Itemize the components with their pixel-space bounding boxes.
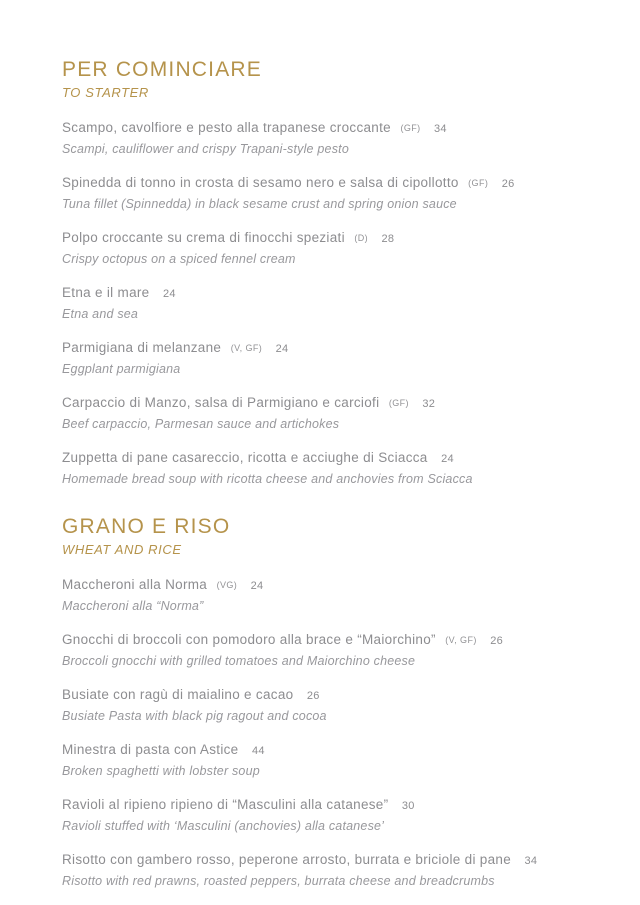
menu-item: [62, 448, 590, 488]
dish-price: 44: [251, 745, 265, 757]
dish-price: 32: [422, 398, 436, 410]
dish-price: 24: [275, 343, 289, 355]
dish-name: Zuppetta di pane casareccio, ricotta e acciughe di Sciacca: [62, 450, 428, 465]
item-line: [62, 685, 590, 706]
item-line: [62, 283, 590, 304]
menu-item: [62, 338, 590, 378]
dish-translation: Beef carpaccio, Parmesan sauce and artichokes: [62, 417, 340, 431]
dietary-tag: (D): [354, 233, 369, 243]
dish-translation: Homemade bread soup with ricotta cheese and anchovies from Sciacca: [62, 472, 473, 486]
dish-translation: Broccoli gnocchi with grilled tomatoes and Maiorchino cheese: [62, 654, 416, 668]
dish-name: Parmigiana di melanzane: [62, 340, 222, 355]
dish-translation: Risotto with red prawns, roasted peppers, burrata cheese and breadcrumbs: [62, 874, 495, 888]
section-title: PER COMINCIARE: [62, 58, 262, 81]
item-line: [62, 740, 590, 761]
section-subtitle: WHEAT AND RICE: [62, 542, 182, 557]
dish-price: 24: [441, 453, 454, 465]
item-line: [62, 795, 590, 816]
dish-price: 26: [501, 178, 515, 190]
menu-item: [62, 575, 590, 615]
dish-translation: Busiate Pasta with black pig ragout and cocoa: [62, 709, 327, 723]
dish-price: 34: [433, 123, 447, 135]
menu-section-wheat-and-rice: [62, 515, 590, 890]
item-line: [62, 448, 590, 469]
dietary-tag: (GF): [400, 123, 421, 133]
dietary-tag: (GF): [388, 398, 409, 408]
item-line: [62, 850, 590, 871]
item-line: [62, 173, 590, 194]
item-line: [62, 338, 590, 359]
dish-translation: Crispy octopus on a spiced fennel cream: [62, 252, 296, 266]
item-line: [62, 118, 590, 139]
dish-price: 28: [381, 233, 395, 245]
item-line: [62, 393, 590, 414]
menu-item: [62, 118, 590, 158]
item-line: [62, 575, 590, 596]
dish-name: Etna e il mare: [62, 285, 150, 300]
dish-translation: Eggplant parmigiana: [62, 362, 181, 376]
dish-price: 34: [524, 855, 538, 867]
item-line: [62, 228, 590, 249]
dish-price: 30: [401, 800, 415, 812]
menu-item: [62, 685, 590, 725]
menu-item: [62, 283, 590, 323]
dish-translation: Etna and sea: [62, 307, 139, 321]
dish-translation: Broken spaghetti with lobster soup: [62, 764, 260, 778]
dish-name: Polpo croccante su crema di finocchi speziati: [62, 230, 345, 245]
dietary-tag: (VG): [216, 580, 238, 590]
menu-item: [62, 795, 590, 835]
section-subtitle: TO STARTER: [62, 85, 149, 100]
dish-name: Spinedda di tonno in crosta di sesamo nero e salsa di cipollotto: [62, 175, 459, 190]
dish-price: 26: [490, 635, 504, 647]
dish-name: Scampo, cavolfiore e pesto alla trapanese croccante: [62, 120, 391, 135]
dish-name: Carpaccio di Manzo, salsa di Parmigiano e carciofi: [62, 395, 380, 410]
dietary-tag: (GF): [468, 178, 489, 188]
section-title: GRANO E RISO: [62, 515, 231, 538]
dish-translation: Tuna fillet (Spinnedda) in black sesame crust and spring onion sauce: [62, 197, 457, 211]
dish-name: Ravioli al ripieno ripieno di “Masculini alla catanese”: [62, 797, 389, 812]
menu-item: [62, 850, 590, 890]
item-line: [62, 630, 590, 651]
dietary-tag: (V, GF): [230, 343, 263, 353]
menu-item: [62, 228, 590, 268]
dish-translation: Scampi, cauliflower and crispy Trapani-style pesto: [62, 142, 349, 156]
dish-translation: Ravioli stuffed with ‘Masculini (anchovies) alla catanese’: [62, 819, 385, 833]
dish-name: Minestra di pasta con Astice: [62, 742, 239, 757]
dish-name: Gnocchi di broccoli con pomodoro alla brace e “Maiorchino”: [62, 632, 436, 647]
dish-name: Busiate con ragù di maialino e cacao: [62, 687, 294, 702]
menu-section-starters: [62, 58, 590, 488]
dish-price: 24: [162, 288, 176, 300]
dish-price: 24: [250, 580, 264, 592]
dietary-tag: (V, GF): [445, 635, 477, 645]
dish-name: Maccheroni alla Norma: [62, 577, 208, 592]
dish-price: 26: [306, 690, 320, 702]
menu-item: [62, 393, 590, 433]
menu-item: [62, 173, 590, 213]
menu-item: [62, 740, 590, 780]
menu-item: [62, 630, 590, 670]
dish-translation: Maccheroni alla “Norma”: [62, 599, 204, 613]
dish-name: Risotto con gambero rosso, peperone arrosto, burrata e briciole di pane: [62, 852, 512, 867]
